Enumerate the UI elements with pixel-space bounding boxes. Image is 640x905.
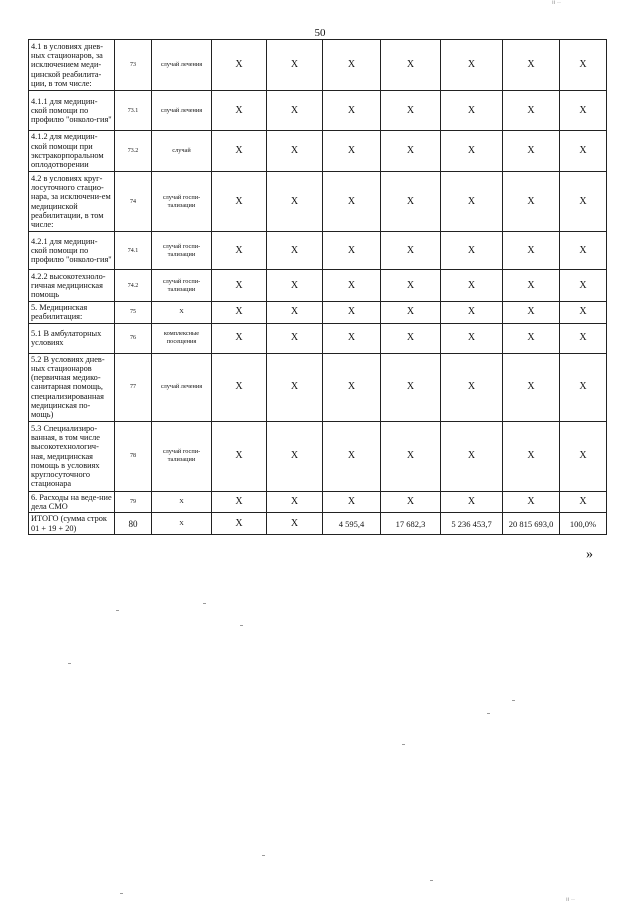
- scan-speck: [487, 713, 490, 714]
- x-mark-cell: Х: [267, 232, 323, 270]
- row-unit-cell: случай лечения: [152, 91, 212, 131]
- scan-speck: [116, 610, 119, 611]
- table-row: [29, 353, 607, 421]
- x-mark-cell: Х: [267, 421, 323, 491]
- x-mark-cell: Х: [503, 91, 560, 131]
- x-mark-cell: Х: [212, 172, 267, 232]
- row-name-cell: 6. Расходы на веде-ние дела СМО: [29, 491, 115, 513]
- row-code-cell: 75: [115, 302, 152, 324]
- x-mark-cell: Х: [381, 131, 441, 172]
- x-mark-cell: Х: [560, 491, 607, 513]
- x-mark-cell: Х: [560, 131, 607, 172]
- row-code-cell: 73.1: [115, 91, 152, 131]
- x-mark-cell: Х: [441, 353, 503, 421]
- row-unit-cell: случай госпи-тализации: [152, 270, 212, 302]
- value-cell: 17 682,3: [381, 513, 441, 535]
- table-row: [29, 513, 607, 535]
- x-mark-cell: Х: [560, 302, 607, 324]
- x-mark-cell: Х: [503, 302, 560, 324]
- x-mark-cell: Х: [267, 40, 323, 91]
- x-mark-cell: Х: [503, 353, 560, 421]
- x-mark-cell: Х: [560, 172, 607, 232]
- scan-speck: [120, 893, 123, 894]
- x-mark-cell: Х: [381, 232, 441, 270]
- row-unit-cell: Х: [152, 302, 212, 324]
- row-name-cell: 4.1 в условиях днев-ных стационаров, за исключением меди-цинской реабилита-ции, в том числе:: [29, 40, 115, 91]
- x-mark-cell: Х: [267, 513, 323, 535]
- x-mark-cell: Х: [560, 40, 607, 91]
- row-name-cell: 4.2 в условиях круг-лосуточного стацио-нара, за исключени-ем медицинской реабилитации, в том числе:: [29, 172, 115, 232]
- x-mark-cell: Х: [560, 270, 607, 302]
- row-code-cell: 76: [115, 323, 152, 353]
- table-row: [29, 302, 607, 324]
- value-cell: 20 815 693,0: [503, 513, 560, 535]
- row-unit-cell: случай госпи-тализации: [152, 232, 212, 270]
- x-mark-cell: Х: [381, 491, 441, 513]
- value-cell: 5 236 453,7: [441, 513, 503, 535]
- x-mark-cell: Х: [212, 353, 267, 421]
- table-row: [29, 491, 607, 513]
- x-mark-cell: Х: [212, 323, 267, 353]
- scan-speck: [512, 700, 515, 701]
- x-mark-cell: Х: [503, 40, 560, 91]
- row-unit-cell: Х: [152, 491, 212, 513]
- row-code-cell: 80: [115, 513, 152, 535]
- x-mark-cell: Х: [323, 491, 381, 513]
- row-name-cell: 5.3 Специализиро-ванная, в том числе высокотехнологич-ная, медицинская помощь в условиях круглосуточного стационара: [29, 421, 115, 491]
- x-mark-cell: Х: [323, 232, 381, 270]
- x-mark-cell: Х: [212, 491, 267, 513]
- x-mark-cell: Х: [212, 40, 267, 91]
- row-code-cell: 74.2: [115, 270, 152, 302]
- x-mark-cell: Х: [503, 270, 560, 302]
- scan-speck: [240, 625, 243, 626]
- x-mark-cell: Х: [212, 270, 267, 302]
- x-mark-cell: Х: [323, 421, 381, 491]
- x-mark-cell: Х: [267, 323, 323, 353]
- row-unit-cell: случай госпи-тализации: [152, 172, 212, 232]
- row-name-cell: 5.1 В амбулаторных условиях: [29, 323, 115, 353]
- x-mark-cell: Х: [503, 421, 560, 491]
- row-name-cell: 5.2 В условиях днев-ных стационаров (первичная медико-санитарная помощь, специализированная медицинская по-мощь): [29, 353, 115, 421]
- x-mark-cell: Х: [323, 302, 381, 324]
- x-mark-cell: Х: [212, 421, 267, 491]
- x-mark-cell: Х: [212, 513, 267, 535]
- row-name-cell: 4.2.2 высокотехноло-гичная медицинская помощь: [29, 270, 115, 302]
- x-mark-cell: Х: [503, 323, 560, 353]
- row-name-cell: ИТОГО (сумма строк 01 + 19 + 20): [29, 513, 115, 535]
- x-mark-cell: Х: [503, 491, 560, 513]
- x-mark-cell: Х: [560, 232, 607, 270]
- x-mark-cell: Х: [441, 131, 503, 172]
- value-cell: 4 595,4: [323, 513, 381, 535]
- x-mark-cell: Х: [267, 91, 323, 131]
- table-row: [29, 421, 607, 491]
- row-unit-cell: Х: [152, 513, 212, 535]
- table-row: [29, 172, 607, 232]
- row-name-cell: 4.1.2 для медицин-ской помощи при экстракорпоральном оплодотворении: [29, 131, 115, 172]
- x-mark-cell: Х: [212, 232, 267, 270]
- x-mark-cell: Х: [323, 91, 381, 131]
- row-unit-cell: случай лечения: [152, 40, 212, 91]
- row-unit-cell: случай госпи-тализации: [152, 421, 212, 491]
- row-code-cell: 73: [115, 40, 152, 91]
- x-mark-cell: Х: [323, 40, 381, 91]
- x-mark-cell: Х: [381, 91, 441, 131]
- x-mark-cell: Х: [560, 91, 607, 131]
- closing-quote: »: [586, 547, 593, 562]
- table-row: [29, 232, 607, 270]
- x-mark-cell: Х: [267, 302, 323, 324]
- x-mark-cell: Х: [381, 302, 441, 324]
- x-mark-cell: Х: [323, 172, 381, 232]
- x-mark-cell: Х: [212, 131, 267, 172]
- x-mark-cell: Х: [212, 91, 267, 131]
- x-mark-cell: Х: [323, 353, 381, 421]
- scan-speck: [430, 880, 433, 881]
- x-mark-cell: Х: [381, 172, 441, 232]
- x-mark-cell: Х: [323, 131, 381, 172]
- table-row: [29, 323, 607, 353]
- row-code-cell: 77: [115, 353, 152, 421]
- scan-speck: [203, 603, 206, 604]
- x-mark-cell: Х: [267, 172, 323, 232]
- corner-mark-bottom: ıı ··: [566, 897, 575, 903]
- x-mark-cell: Х: [267, 270, 323, 302]
- scan-speck: [262, 855, 265, 856]
- row-code-cell: 78: [115, 421, 152, 491]
- row-name-cell: 5. Медицинская реабилитация:: [29, 302, 115, 324]
- scan-speck: [402, 744, 405, 745]
- financing-table: [28, 39, 607, 535]
- row-code-cell: 79: [115, 491, 152, 513]
- row-unit-cell: случай лечения: [152, 353, 212, 421]
- x-mark-cell: Х: [441, 232, 503, 270]
- x-mark-cell: Х: [503, 131, 560, 172]
- x-mark-cell: Х: [381, 421, 441, 491]
- x-mark-cell: Х: [381, 270, 441, 302]
- x-mark-cell: Х: [267, 131, 323, 172]
- x-mark-cell: Х: [267, 353, 323, 421]
- x-mark-cell: Х: [560, 323, 607, 353]
- x-mark-cell: Х: [441, 270, 503, 302]
- table-row: [29, 40, 607, 91]
- row-code-cell: 74.1: [115, 232, 152, 270]
- x-mark-cell: Х: [560, 421, 607, 491]
- row-name-cell: 4.2.1 для медицин-ской помощи по профилю "онколо-гия": [29, 232, 115, 270]
- table-row: [29, 91, 607, 131]
- row-code-cell: 73.2: [115, 131, 152, 172]
- corner-mark-top: ıı ··: [552, 0, 561, 6]
- x-mark-cell: Х: [503, 232, 560, 270]
- x-mark-cell: Х: [323, 323, 381, 353]
- x-mark-cell: Х: [441, 172, 503, 232]
- row-unit-cell: комплексные посещения: [152, 323, 212, 353]
- x-mark-cell: Х: [267, 491, 323, 513]
- x-mark-cell: Х: [441, 302, 503, 324]
- row-unit-cell: случай: [152, 131, 212, 172]
- x-mark-cell: Х: [441, 421, 503, 491]
- x-mark-cell: Х: [560, 353, 607, 421]
- x-mark-cell: Х: [381, 323, 441, 353]
- row-name-cell: 4.1.1 для медицин-ской помощи по профилю "онколо-гия": [29, 91, 115, 131]
- x-mark-cell: Х: [381, 40, 441, 91]
- value-cell: 100,0%: [560, 513, 607, 535]
- page-number: 50: [314, 27, 326, 39]
- x-mark-cell: Х: [441, 91, 503, 131]
- x-mark-cell: Х: [503, 172, 560, 232]
- scan-speck: [68, 663, 71, 664]
- x-mark-cell: Х: [323, 270, 381, 302]
- table-row: [29, 270, 607, 302]
- x-mark-cell: Х: [441, 323, 503, 353]
- x-mark-cell: Х: [212, 302, 267, 324]
- x-mark-cell: Х: [441, 40, 503, 91]
- x-mark-cell: Х: [381, 353, 441, 421]
- x-mark-cell: Х: [441, 491, 503, 513]
- table-row: [29, 131, 607, 172]
- row-code-cell: 74: [115, 172, 152, 232]
